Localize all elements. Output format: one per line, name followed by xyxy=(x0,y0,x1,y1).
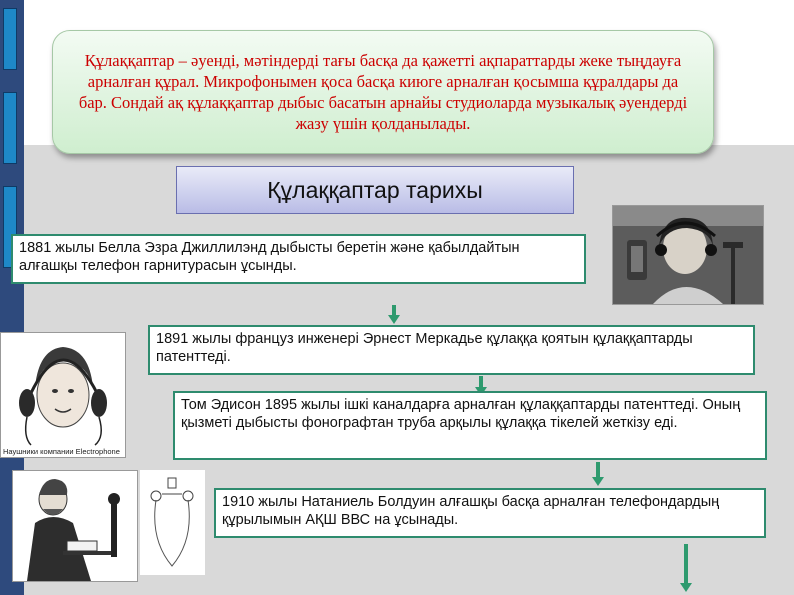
event-text: 1891 жылы француз инженері Эрнест Меркадье құлаққа қоятын құлаққаптарды патенттеді. xyxy=(156,331,693,365)
event-box-1910 xyxy=(214,488,766,538)
page-title: Құлаққаптар тарихы xyxy=(267,176,483,203)
photo-headphone-patent-drawing xyxy=(140,470,205,575)
event-box-1881 xyxy=(11,234,586,284)
strip-block xyxy=(3,8,17,70)
woman-telephone-image xyxy=(613,206,763,304)
photo-man-writing xyxy=(12,470,138,582)
photo-woman-telephone xyxy=(612,205,764,305)
title-box xyxy=(176,166,574,214)
event-box-1895 xyxy=(173,391,767,460)
intro-box xyxy=(52,30,714,154)
event-text: 1910 жылы Натаниель Болдуин алғашқы басқа арналған телефондардың құрылымын АҚШ ВВС на ұсынады. xyxy=(222,494,720,528)
electrophone-woman-image xyxy=(1,333,125,457)
intro-text: Құлаққаптар – әуенді, мәтіндерді тағы басқа да қажетті ақпараттарды жеке тыңдауға арналған құрал. Микрофонымен қоса басқа киюге арналған қосымша құралдары да бар. Сондай ақ құлаққаптар дыбыс басатын арнайы студиоларда музыкалық әуендерді жазу үшін қолданылады. xyxy=(78,51,688,133)
man-writing-image xyxy=(13,471,137,581)
photo-caption: Наушники компании Electrophone xyxy=(3,447,120,456)
event-text: Том Эдисон 1895 жылы ішкі каналдарға арналған құлаққаптарды патенттеді. Оның қызметі дыбысты фонографтан труба арқылы құлаққа тікелей жеткізу еді. xyxy=(181,397,741,431)
event-box-1891 xyxy=(148,325,755,375)
event-text: 1881 жылы Белла Эзра Джиллилэнд дыбысты беретін және қабылдайтын алғашқы телефон гарнитурасын ұсынды. xyxy=(19,240,520,274)
headphone-patent-drawing xyxy=(140,470,205,575)
photo-electrophone-woman xyxy=(0,332,126,458)
strip-block xyxy=(3,92,17,164)
